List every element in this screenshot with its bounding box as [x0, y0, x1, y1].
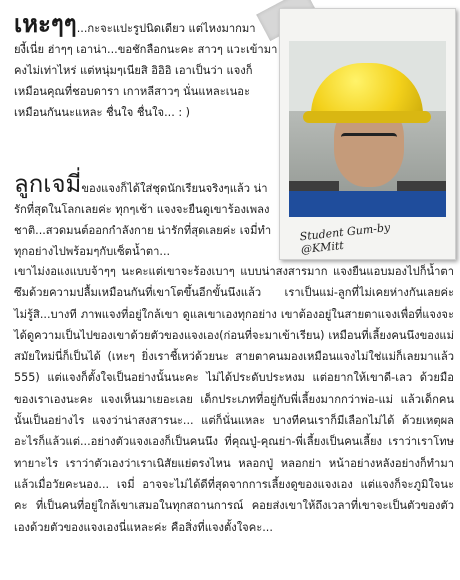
photo-caption: Student Gum-by @KMitt [299, 220, 391, 257]
student-photo [289, 41, 446, 217]
intro-headline: เหะๆๆ [14, 10, 77, 38]
polaroid-photo [279, 8, 456, 260]
body-paragraph: เขาไม่งอแงแบบจ้าๆๆ นะคะแต่เขาจะร้องเบาๆ แบบน่าสงสารมาก แจงยืนแอบมองไปก็น้ำตาซึมด้วยความปลื้มเหมือนกันที่เขาโตขึ้นอีกขั้นนึงแล้ว เราเป็นแม่-ลูกที่ไม่เคยห่างกันเลยค่ะ ไม่รู้สิ...บางที ภาพแจงที่อยู่ใกล้เขา ดูแลเขาเองทุกอย่าง เขาต้องอยู่ในสายตาแจงเพื่อที่แจงจะได้ดูความเป็นไปของเขาด้วยตัวของแจงเอง(ก่อนที่จะมาเข้าเรียน) เหมือนที่เลี้ยงคนนึงของแม่สมัยใหม่นี่ก็เป็นได้ (เหะๆ ยิ่งเราชี้เหว่ด้วยนะ สายตาคนมองเหมือนแจงไม่ใช่แม่ก็เลยมาแล้ว 555) แต่แจงก็ตั้งใจเป็นอย่างนั้นนะคะ ไม่ได้ประดับประหงม แต่อยากให้เขาดี-เลว ด้วยมือของเราเองนะคะ แจงเห็นมาเยอะเลย เด็กประเภทที่อยู่กับพี่เลี้ยงมากกว่าพ่อ-แม่ แล้วเด็กคนนั้นเป็นอย่างไร แจงว่าน่าสงสารนะ... แต่ก็นั่นแหละ บางทีคนเราก็มีเลือกไม่ได้ ด้วยเหตุผลอะไรก็แล้วแต่...อย่างตัวแจงเองก็เป็นคนนึง ที่คุณปู่-คุณย่า-พี่เลี้ยงเป็นคนเลี้ยง เราว่าเราโทษทายาะไร เราว่าตัวเองว่าเราเนิสัยแย่ตรงไหน หลอกปู่ หลอกย่า หน้าอย่างหลังอย่างก็ทำมาแล้วเมื่อวัยคะนอง... เจมี่ อาจจะไม่ได้ดีที่สุดจากการเลี้ยงดูของแจงเอง แต่แจงก็จะภูมิใจนะคะ ที่เป็นคนที่อยู่ใกล้เขาเสมอในทุกสถานการณ์ คอยส่งเขาให้ถึงเวลาที่เขาจะเป็นตัวของตัวเองด้วยตัวของแจงเองนี่แหละค่ะ คือสิ่งที่แจงตั้งใจคะ... [14, 265, 454, 534]
section2-paragraph [14, 170, 279, 262]
intro-paragraph [14, 10, 279, 123]
section2-text-top: ของแจงก็ได้ใส่ชุดนักเรียนจริงๆแล้ว น่ารักที่สุดในโลกเลยค่ะ ทุกๆเช้า แจงจะยืนดูเขาร้องเพลงชาติ...สวดมนต์ออกกำลังกาย น่ารักที่สุดเลยค่ะ เจมี่ทำทุกอย่างไปพร้อมๆกับเซ็ตน้ำตา... [14, 182, 272, 258]
intro-text: ...กะจะแปะรูปนิดเดียว แต่ไหงมากมายงี้เนี่ย ฮ่าๆๆ เอาน่า...ขอชักลือกนะคะ สาวๆ แวะเข้ามาคงไม่เท่าไหร่ แต่หนุ่มๆเนียสิ อิอิอิ เอาเป็นว่า แจงก็เหมือนคุณที่ชอบดารา เกาหลีสาวๆ นั่นแหละเนอะ เหมือนกันนะแหละ ชื่นใจ ชื่นใจ... : ) [14, 22, 278, 119]
section2-headline: ลูกเจมี่ [14, 170, 82, 198]
